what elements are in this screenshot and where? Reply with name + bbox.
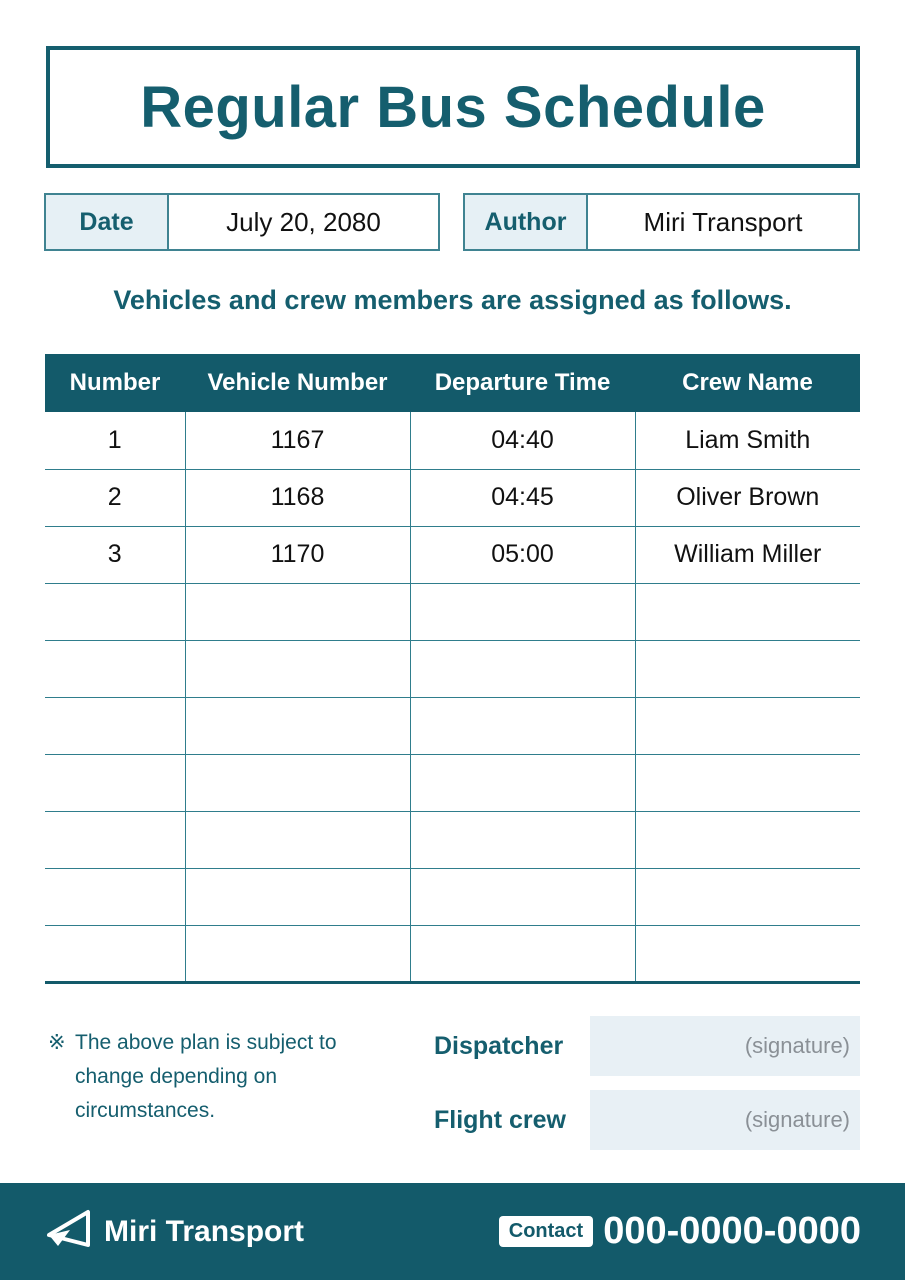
date-label: Date xyxy=(46,195,169,249)
table-row xyxy=(45,640,860,697)
cell-number[interactable] xyxy=(45,754,185,811)
table-row xyxy=(45,583,860,640)
author-value[interactable]: Miri Transport xyxy=(643,206,803,237)
cell-vehicle-number[interactable] xyxy=(185,640,410,697)
table-row xyxy=(45,868,860,925)
cell-crew-name[interactable] xyxy=(635,925,860,982)
cell-departure-time[interactable]: 05:00 xyxy=(410,526,635,583)
cell-number[interactable]: 3 xyxy=(45,526,185,583)
cell-crew-name[interactable] xyxy=(635,811,860,868)
cell-crew-name[interactable] xyxy=(635,868,860,925)
date-field xyxy=(44,193,440,251)
brand xyxy=(46,1209,304,1254)
cell-vehicle-number[interactable] xyxy=(185,925,410,982)
cell-departure-time[interactable] xyxy=(410,868,635,925)
cell-vehicle-number[interactable] xyxy=(185,754,410,811)
author-label: Author xyxy=(465,195,588,249)
contact xyxy=(499,1210,861,1253)
contact-badge: Contact xyxy=(499,1216,593,1247)
page-title: Regular Bus Schedule xyxy=(140,74,766,140)
table-row xyxy=(45,469,860,526)
dispatcher-label: Dispatcher xyxy=(434,1031,564,1060)
table-header-row xyxy=(45,354,860,412)
date-value[interactable]: July 20, 2080 xyxy=(226,206,381,237)
cell-departure-time[interactable] xyxy=(410,640,635,697)
header-number: Number xyxy=(45,354,185,412)
header-departure-time: Departure Time xyxy=(410,354,635,412)
title-box xyxy=(46,46,860,168)
cell-number[interactable]: 1 xyxy=(45,412,185,469)
dispatcher-signature-row xyxy=(434,1015,860,1077)
cell-vehicle-number[interactable]: 1170 xyxy=(185,526,410,583)
cell-crew-name[interactable] xyxy=(635,754,860,811)
footer xyxy=(0,1183,905,1280)
cell-vehicle-number[interactable] xyxy=(185,583,410,640)
cell-number[interactable] xyxy=(45,583,185,640)
table-row xyxy=(45,697,860,754)
cell-departure-time[interactable] xyxy=(410,754,635,811)
header-crew-name: Crew Name xyxy=(635,354,860,412)
table-row xyxy=(45,925,860,982)
cell-vehicle-number[interactable] xyxy=(185,811,410,868)
cell-vehicle-number[interactable] xyxy=(185,868,410,925)
schedule-table xyxy=(45,354,860,984)
paper-plane-icon xyxy=(46,1209,92,1254)
cell-departure-time[interactable] xyxy=(410,925,635,982)
crew-label: Flight crew xyxy=(434,1105,566,1134)
table-body xyxy=(45,412,860,982)
cell-crew-name[interactable]: Liam Smith xyxy=(635,412,860,469)
change-note xyxy=(48,1026,368,1128)
table-row xyxy=(45,412,860,469)
cell-crew-name[interactable] xyxy=(635,640,860,697)
author-field xyxy=(463,193,860,251)
cell-number[interactable] xyxy=(45,640,185,697)
crew-signature-row xyxy=(434,1089,860,1151)
cell-departure-time[interactable]: 04:45 xyxy=(410,469,635,526)
cell-vehicle-number[interactable]: 1167 xyxy=(185,412,410,469)
brand-name: Miri Transport xyxy=(104,1214,305,1248)
table-row xyxy=(45,526,860,583)
cell-crew-name[interactable] xyxy=(635,583,860,640)
header-vehicle-number: Vehicle Number xyxy=(185,354,410,412)
cell-crew-name[interactable]: William Miller xyxy=(635,526,860,583)
cell-departure-time[interactable] xyxy=(410,811,635,868)
cell-crew-name[interactable] xyxy=(635,697,860,754)
cell-departure-time[interactable] xyxy=(410,583,635,640)
crew-signature-field[interactable]: (signature) xyxy=(590,1090,860,1150)
table-row xyxy=(45,811,860,868)
cell-departure-time[interactable] xyxy=(410,697,635,754)
note-text: The above plan is subject to change depending on circumstances. xyxy=(75,1031,337,1122)
reference-mark: ※ xyxy=(48,1031,66,1054)
dispatcher-signature-field[interactable]: (signature) xyxy=(590,1016,860,1076)
subtitle: Vehicles and crew members are assigned as follows. xyxy=(113,285,792,315)
table-row xyxy=(45,754,860,811)
cell-number[interactable] xyxy=(45,811,185,868)
cell-number[interactable]: 2 xyxy=(45,469,185,526)
cell-number[interactable] xyxy=(45,925,185,982)
phone-number[interactable]: 000-0000-0000 xyxy=(603,1210,861,1252)
cell-departure-time[interactable]: 04:40 xyxy=(410,412,635,469)
cell-vehicle-number[interactable]: 1168 xyxy=(185,469,410,526)
cell-crew-name[interactable]: Oliver Brown xyxy=(635,469,860,526)
cell-vehicle-number[interactable] xyxy=(185,697,410,754)
cell-number[interactable] xyxy=(45,697,185,754)
cell-number[interactable] xyxy=(45,868,185,925)
